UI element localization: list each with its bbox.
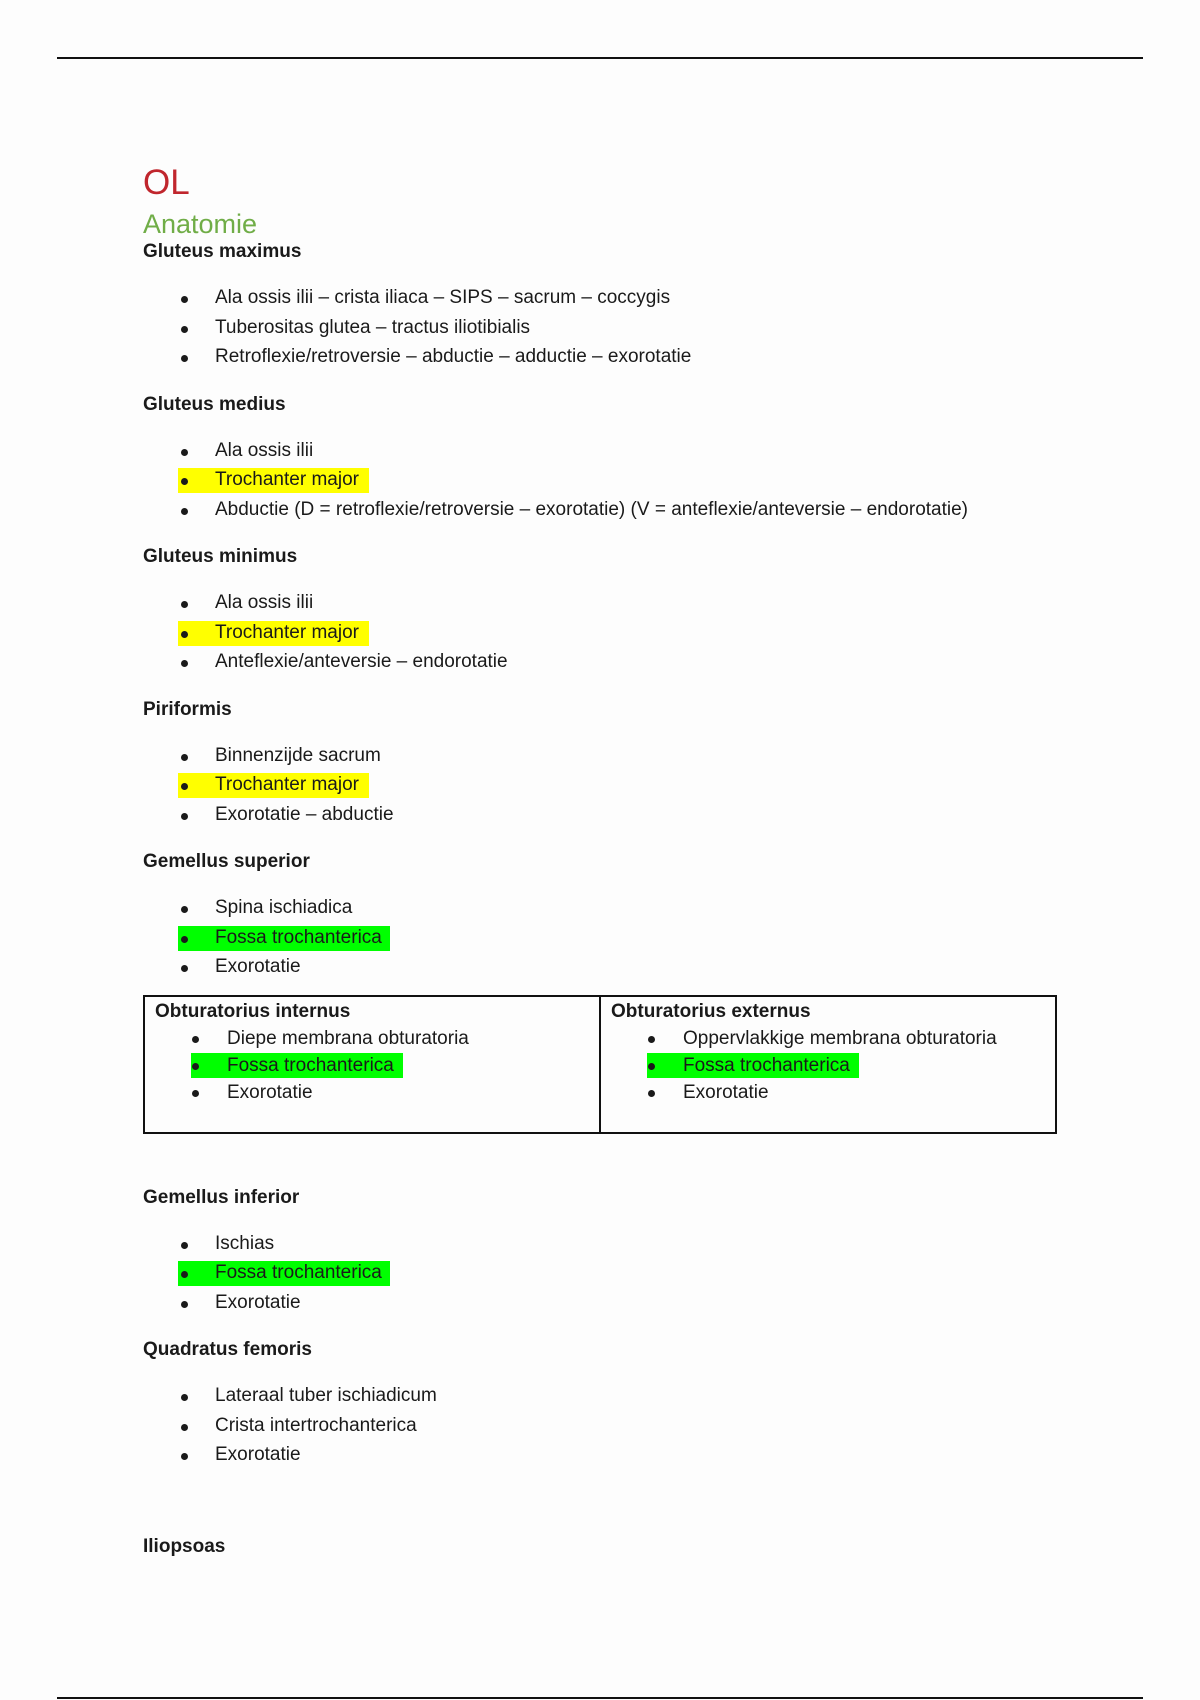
section-heading-gluteus-medius: Gluteus medius	[143, 393, 286, 415]
bullet-icon	[181, 906, 188, 913]
section-heading-gluteus-maximus: Gluteus maximus	[143, 241, 302, 262]
document-body	[143, 160, 1083, 1559]
obturatorius-externus-cell	[600, 996, 1056, 1133]
bullet-icon	[181, 813, 188, 820]
list-item: Exorotatie	[143, 1289, 1083, 1319]
list-item: Oppervlakkige membrana obturatoria	[611, 1025, 1045, 1052]
bullet-icon	[181, 1424, 188, 1431]
bullet-icon	[192, 1063, 199, 1070]
gluteus-maximus-list	[143, 284, 1083, 373]
list-item: Binnenzijde sacrum	[143, 742, 1083, 772]
bullet-icon	[181, 660, 188, 667]
bullet-icon	[181, 965, 188, 972]
list-item: Ala ossis ilii	[143, 589, 1083, 619]
section-heading-gluteus-minimus: Gluteus minimus	[143, 546, 298, 567]
gemellus-inferior-list	[143, 1230, 1083, 1319]
list-item: Ala ossis ilii	[143, 437, 1083, 467]
obturatorius-internus-cell	[144, 996, 600, 1133]
list-item-highlighted: Trochanter major	[143, 466, 1083, 496]
list-item: Diepe membrana obturatoria	[155, 1025, 589, 1052]
list-item-highlighted: Fossa trochanterica	[611, 1052, 1045, 1079]
bullet-icon	[648, 1090, 655, 1097]
list-item: Exorotatie	[143, 1441, 1083, 1471]
bullet-icon	[192, 1036, 199, 1043]
piriformis-list	[143, 742, 1083, 831]
list-item: Crista intertrochanterica	[143, 1412, 1083, 1442]
bullet-icon	[181, 1271, 188, 1278]
section-heading-gemellus-inferior: Gemellus inferior	[143, 1186, 300, 1208]
bullet-icon	[181, 936, 188, 943]
list-item: Anteflexie/anteversie – endorotatie	[143, 648, 1083, 678]
list-item-highlighted: Fossa trochanterica	[155, 1052, 589, 1079]
obturatorius-externus-heading: Obturatorius externus	[611, 1000, 811, 1022]
section-heading-piriformis: Piriformis	[143, 698, 232, 720]
gluteus-medius-list	[143, 437, 1083, 526]
footer-rule	[57, 1697, 1143, 1699]
section-heading-gemellus-superior: Gemellus superior	[143, 851, 310, 872]
list-item: Exorotatie	[611, 1079, 1045, 1106]
obturatorius-table	[143, 995, 1057, 1134]
list-item: Exorotatie	[143, 953, 1083, 983]
bullet-icon	[181, 783, 188, 790]
bullet-icon	[181, 754, 188, 761]
bullet-icon	[181, 631, 188, 638]
obturatorius-externus-list	[611, 1025, 1045, 1106]
document-title: OL	[143, 163, 190, 202]
list-item: Spina ischiadica	[143, 894, 1083, 924]
list-item-highlighted: Fossa trochanterica	[143, 924, 1083, 954]
bullet-icon	[648, 1063, 655, 1070]
bullet-icon	[181, 1453, 188, 1460]
list-item: Abductie (D = retroflexie/retroversie – exorotatie) (V = anteflexie/anteversie – endorotatie)	[143, 496, 1083, 526]
bullet-icon	[648, 1036, 655, 1043]
bullet-icon	[181, 478, 188, 485]
bullet-icon	[181, 1394, 188, 1401]
bullet-icon	[181, 449, 188, 456]
obturatorius-internus-heading: Obturatorius internus	[155, 1000, 351, 1022]
list-item: Tuberositas glutea – tractus iliotibialis	[143, 314, 1083, 344]
bullet-icon	[181, 326, 188, 333]
section-heading-iliopsoas: Iliopsoas	[143, 1535, 226, 1557]
document-subtitle: Anatomie	[143, 209, 258, 239]
bullet-icon	[181, 601, 188, 608]
header-rule	[57, 57, 1143, 59]
bullet-icon	[181, 355, 188, 362]
bullet-icon	[181, 296, 188, 303]
list-item-highlighted: Fossa trochanterica	[143, 1259, 1083, 1289]
gluteus-minimus-list	[143, 589, 1083, 678]
bullet-icon	[192, 1090, 199, 1097]
section-heading-quadratus-femoris: Quadratus femoris	[143, 1339, 312, 1360]
list-item: Exorotatie	[155, 1079, 589, 1106]
list-item: Ala ossis ilii – crista iliaca – SIPS – sacrum – coccygis	[143, 284, 1083, 314]
list-item: Lateraal tuber ischiadicum	[143, 1382, 1083, 1412]
bullet-icon	[181, 1242, 188, 1249]
list-item: Ischias	[143, 1230, 1083, 1260]
bullet-icon	[181, 508, 188, 515]
quadratus-femoris-list	[143, 1382, 1083, 1471]
gemellus-superior-list	[143, 894, 1083, 983]
bullet-icon	[181, 1301, 188, 1308]
list-item: Exorotatie – abductie	[143, 801, 1083, 831]
obturatorius-internus-list	[155, 1025, 589, 1106]
list-item: Retroflexie/retroversie – abductie – adductie – exorotatie	[143, 343, 1083, 373]
list-item-highlighted: Trochanter major	[143, 771, 1083, 801]
list-item-highlighted: Trochanter major	[143, 619, 1083, 649]
